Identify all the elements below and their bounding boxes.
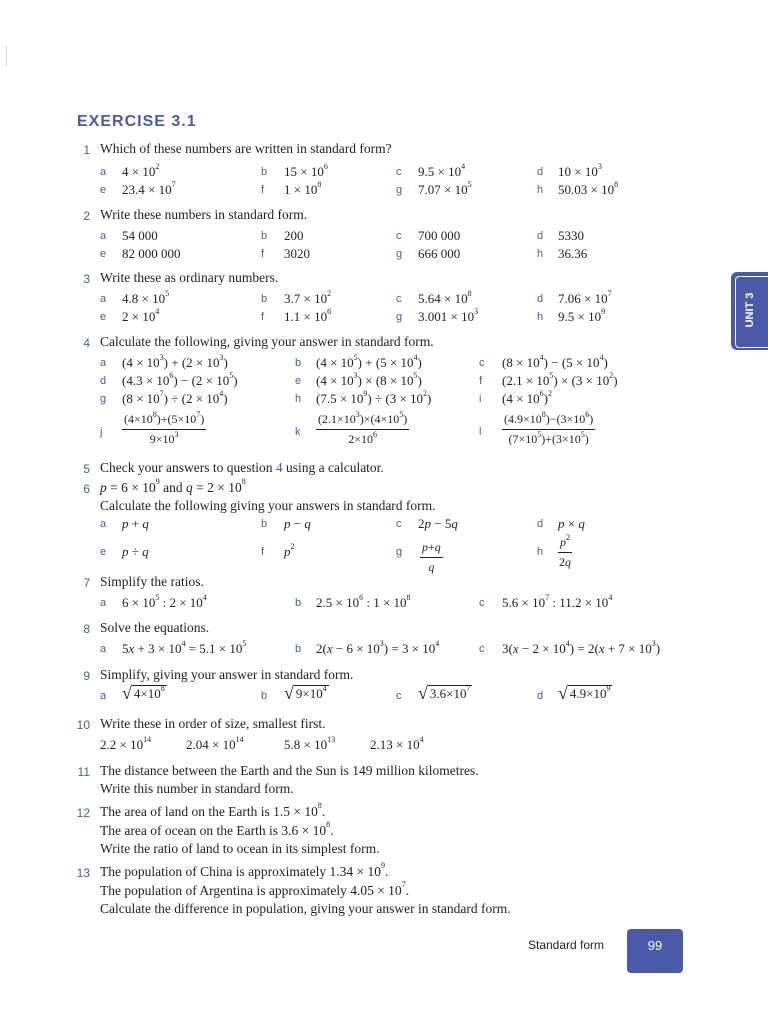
part-letter: b — [261, 293, 268, 305]
part-letter: a — [100, 293, 107, 305]
part-value: $3.001 \times 10^3$ — [418, 307, 479, 324]
square-root: √ $3.6\times 10^7$ — [418, 683, 471, 703]
part-value: $50.03 \times 10^8$ — [558, 180, 619, 197]
page-number: 99 — [647, 938, 663, 953]
part-letter: b — [295, 357, 302, 369]
part-value: $2.5 \times 10^6$ : $1 \times 10^8$ — [316, 593, 411, 610]
question-number: 3 — [83, 272, 90, 286]
question-text: Simplify, giving your answer in standard form. — [100, 667, 354, 682]
part-value: $(4 \times 10^3) \times (8 \times 10^5)$ — [316, 371, 422, 388]
question-number: 2 — [83, 209, 90, 223]
order-value: $2.2 \times 10^{14}$ — [100, 735, 152, 752]
square-root: √ $9\times 10^4$ — [284, 683, 327, 703]
part-value: p ÷ q — [122, 544, 149, 559]
question-number: 5 — [83, 462, 90, 476]
part-letter: e — [100, 184, 107, 196]
part-value: $5x + 3 \times 10^4 = 5.1 \times 10^5$ — [122, 639, 247, 656]
question-text: Write this number in standard form. — [100, 781, 294, 796]
part-value: $(4 \times 10^3) + (2 \times 10^3)$ — [122, 353, 228, 370]
question-text: Check your answers to question 4 using a calculator. — [100, 460, 384, 475]
question-text: Calculate the following, giving your answer in standard form. — [100, 334, 434, 349]
part-letter: e — [295, 375, 302, 387]
part-letter: f — [261, 248, 265, 260]
question-text: Write these as ordinary numbers. — [100, 270, 279, 285]
question-text: The distance between the Earth and the Sun is 149 million kilometres. — [100, 763, 479, 778]
part-value: $7.07 \times 10^5$ — [418, 180, 472, 197]
part-value: $10 \times 10^3$ — [558, 162, 602, 179]
question-text: Write the ratio of land to ocean in its simplest form. — [100, 841, 380, 856]
part-value: $2(x - 6 \times 10^3) = 3 \times 10^4$ — [316, 639, 440, 656]
order-value: $5.8 \times 10^{13}$ — [284, 735, 336, 752]
page-edge-mark — [6, 45, 7, 67]
part-letter: b — [261, 518, 268, 530]
part-letter: e — [100, 546, 107, 558]
part-value: $(4 \times 10^6)^2$ — [502, 389, 553, 406]
fraction: $\frac{p^2}{2q}$ — [559, 533, 571, 569]
part-value: 5330 — [558, 228, 584, 243]
part-letter: b — [295, 643, 302, 655]
question-number: 4 — [83, 336, 90, 350]
part-letter: a — [100, 690, 107, 702]
part-letter: j — [100, 426, 103, 438]
part-letter: a — [100, 518, 107, 530]
part-value: $23.4 \times 10^7$ — [122, 180, 176, 197]
question-number: 1 — [83, 143, 90, 157]
part-value: p − q — [284, 516, 311, 531]
part-letter: c — [479, 597, 485, 609]
question-text: Simplify the ratios. — [100, 574, 204, 589]
part-value: $(4.3 \times 10^6) - (2 \times 10^5)$ — [122, 371, 238, 388]
part-letter: g — [396, 184, 403, 196]
part-letter: d — [537, 690, 544, 702]
part-letter: c — [396, 230, 402, 242]
part-letter: i — [479, 393, 482, 405]
part-letter: c — [396, 518, 402, 530]
part-value: $7.06 \times 10^7$ — [558, 289, 612, 306]
part-letter: e — [100, 311, 107, 323]
question-text: The population of China is approximately $1.34 \times 10^9$. — [100, 861, 389, 879]
part-letter: g — [396, 546, 403, 558]
order-value: $2.04 \times 10^{14}$ — [186, 735, 244, 752]
fraction: $\frac{p+q}{q}$ — [422, 540, 441, 574]
part-letter: b — [261, 230, 268, 242]
question-text: Calculate the following giving your answers in standard form. — [100, 498, 436, 513]
part-value: $3.7 \times 10^2$ — [284, 289, 332, 306]
part-letter: c — [396, 690, 402, 702]
part-letter: a — [100, 643, 107, 655]
part-value: $(4 \times 10^5) + (5 \times 10^4)$ — [316, 353, 422, 370]
part-letter: f — [261, 184, 265, 196]
question-text: The population of Argentina is approximately $4.05 \times 10^7$. — [100, 880, 410, 898]
question-text: The area of land on the Earth is $1.5 \times 10^8$. — [100, 801, 326, 819]
part-letter: h — [295, 393, 302, 405]
question-text: Which of these numbers are written in standard form? — [100, 141, 392, 156]
square-root: √ $4.9\times 10^9$ — [558, 683, 611, 703]
part-letter: d — [537, 230, 544, 242]
part-letter: c — [396, 166, 402, 178]
footer-section-title: Standard form — [528, 938, 605, 952]
part-letter: b — [261, 166, 268, 178]
part-letter: h — [537, 311, 544, 323]
part-letter: f — [261, 546, 265, 558]
part-value: 3020 — [284, 246, 310, 261]
part-value: p × q — [558, 516, 585, 531]
part-value: 54 000 — [122, 228, 158, 243]
part-value: 82 000 000 — [122, 246, 181, 261]
part-letter: a — [100, 166, 107, 178]
part-value: $3(x - 2 \times 10^4) = 2(x + 7 \times 10^3)$ — [502, 639, 661, 656]
exercise-title: EXERCISE 3.1 — [77, 113, 197, 130]
part-letter: g — [396, 248, 403, 260]
part-letter: f — [261, 311, 265, 323]
question-text: Calculate the difference in population, giving your answer in standard form. — [100, 901, 511, 916]
part-value: 2p − 5q — [418, 516, 458, 531]
question-number: 6 — [83, 482, 90, 496]
part-value: $6 \times 10^5$ : $2 \times 10^4$ — [122, 593, 207, 610]
question-number: 12 — [76, 806, 90, 820]
part-letter: b — [261, 690, 268, 702]
part-value: $5.6 \times 10^7$ : $11.2 \times 10^4$ — [502, 593, 613, 610]
part-letter: h — [537, 184, 544, 196]
question-number: 7 — [83, 576, 90, 590]
part-value: $15 \times 10^6$ — [284, 162, 328, 179]
question-number: 9 — [83, 669, 90, 683]
unit-tab-label: UNIT 3 — [744, 292, 756, 328]
part-letter: f — [479, 375, 483, 387]
part-value: 666 000 — [418, 246, 461, 261]
question-text: Solve the equations. — [100, 620, 210, 635]
part-letter: e — [100, 248, 107, 260]
part-letter: h — [537, 546, 544, 558]
question-number: 8 — [83, 622, 90, 636]
question-text: The area of ocean on the Earth is $3.6 \times 10^8$. — [100, 820, 334, 838]
fraction: $\frac{(2.1\times 10^3)\times(4\times 10^5)}{2\times 10^6}$ — [318, 410, 408, 446]
part-value: 200 — [284, 228, 304, 243]
question-text: Write these numbers in standard form. — [100, 207, 308, 222]
part-letter: h — [537, 248, 544, 260]
part-letter: k — [295, 426, 301, 438]
part-value: $5.64 \times 10^8$ — [418, 289, 472, 306]
part-value: $(2.1 \times 10^5) \times (3 \times 10^2)$ — [502, 371, 618, 388]
part-value: $(8 \times 10^7) \div (2 \times 10^4)$ — [122, 389, 228, 406]
part-value: $1.1 \times 10^6$ — [284, 307, 332, 324]
part-letter: a — [100, 597, 107, 609]
part-letter: c — [396, 293, 402, 305]
part-letter: d — [100, 375, 107, 387]
part-letter: l — [479, 426, 482, 438]
part-value: $1 \times 10^8$ — [284, 180, 322, 197]
question-number: 13 — [76, 866, 90, 880]
part-letter: b — [295, 597, 302, 609]
fraction: $\frac{(4.9\times 10^8)-(3\times 10^6)}{(7\times 10^5)+(3\times 10^5)}$ — [504, 410, 594, 446]
part-letter: c — [479, 357, 485, 369]
question-text: Write these in order of size, smallest first. — [100, 716, 326, 731]
part-letter: a — [100, 357, 107, 369]
part-value: 36.36 — [558, 246, 588, 261]
fraction: $\frac{(4\times 10^8)+(5\times 10^7)}{9\times 10^3}$ — [124, 410, 205, 446]
part-letter: g — [100, 393, 107, 405]
part-value: $4.8 \times 10^5$ — [122, 289, 170, 306]
part-value: $4 \times 10^2$ — [122, 162, 160, 179]
question-number: 10 — [76, 718, 90, 732]
part-letter: g — [396, 311, 403, 323]
part-value: p + q — [122, 516, 149, 531]
part-value: $2 \times 10^4$ — [122, 307, 160, 324]
question-number: 11 — [77, 765, 90, 779]
part-value: $9.5 \times 10^4$ — [418, 162, 466, 179]
square-root: √ $4\times 10^8$ — [122, 683, 165, 703]
part-letter: d — [537, 518, 544, 530]
part-value: $9.5 \times 10^9$ — [558, 307, 606, 324]
part-value: $(8 \times 10^4) - (5 \times 10^4)$ — [502, 353, 608, 370]
part-value: $p^2$ — [284, 542, 295, 559]
part-letter: d — [537, 166, 544, 178]
part-letter: a — [100, 230, 107, 242]
question-reference: 4 — [275, 460, 283, 475]
part-letter: c — [479, 643, 485, 655]
part-letter: d — [537, 293, 544, 305]
question-text: $p = 6 \times 10^9$ and $q = 2 \times 10^8$ — [100, 477, 246, 495]
part-value: $(7.5 \times 10^9) \div (3 \times 10^2)$ — [316, 389, 432, 406]
part-value: 700 000 — [418, 228, 461, 243]
order-value: $2.13 \times 10^4$ — [370, 735, 424, 752]
